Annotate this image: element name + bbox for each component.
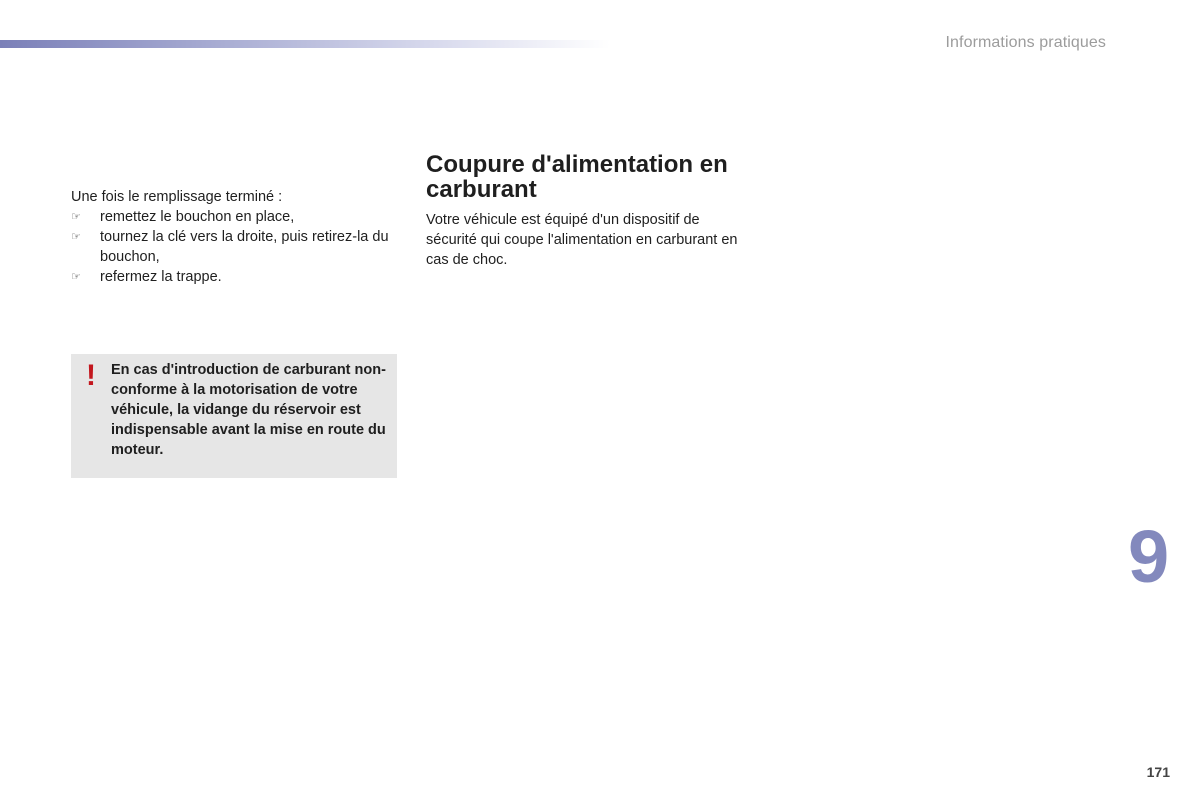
exclamation-icon: ! <box>86 359 96 392</box>
list-item <box>71 267 401 287</box>
pointing-hand-icon: ☞ <box>71 271 81 283</box>
list-item-text: refermez la trappe. <box>100 269 222 285</box>
intro-text: Une fois le remplissage terminé : <box>71 189 283 205</box>
warning-text: En cas d'introduction de carburant non-conforme à la motorisation de votre véhicule, la vidange du réservoir est indispensable avant la mise en route du moteur. <box>111 362 386 458</box>
fuel-cutoff-section <box>426 152 746 270</box>
list-item <box>71 207 401 227</box>
section-body: Votre véhicule est équipé d'un dispositif de sécurité qui coupe l'alimentation en carburant en cas de choc. <box>426 212 738 268</box>
refuel-instructions <box>71 187 401 287</box>
section-heading: Coupure d'alimentation en carburant <box>426 151 728 203</box>
instruction-list <box>71 207 401 287</box>
pointing-hand-icon: ☞ <box>71 231 81 243</box>
header-gradient-bar <box>0 40 610 48</box>
list-item <box>71 227 401 267</box>
list-item-text: remettez le bouchon en place, <box>100 209 295 225</box>
page-number: 171 <box>1146 764 1170 780</box>
chapter-number: 9 <box>1128 515 1170 598</box>
section-title: Informations pratiques <box>945 34 1106 51</box>
pointing-hand-icon: ☞ <box>71 211 81 223</box>
list-item-text: tournez la clé vers la droite, puis retirez-la du bouchon, <box>100 229 389 265</box>
warning-box <box>71 354 397 478</box>
